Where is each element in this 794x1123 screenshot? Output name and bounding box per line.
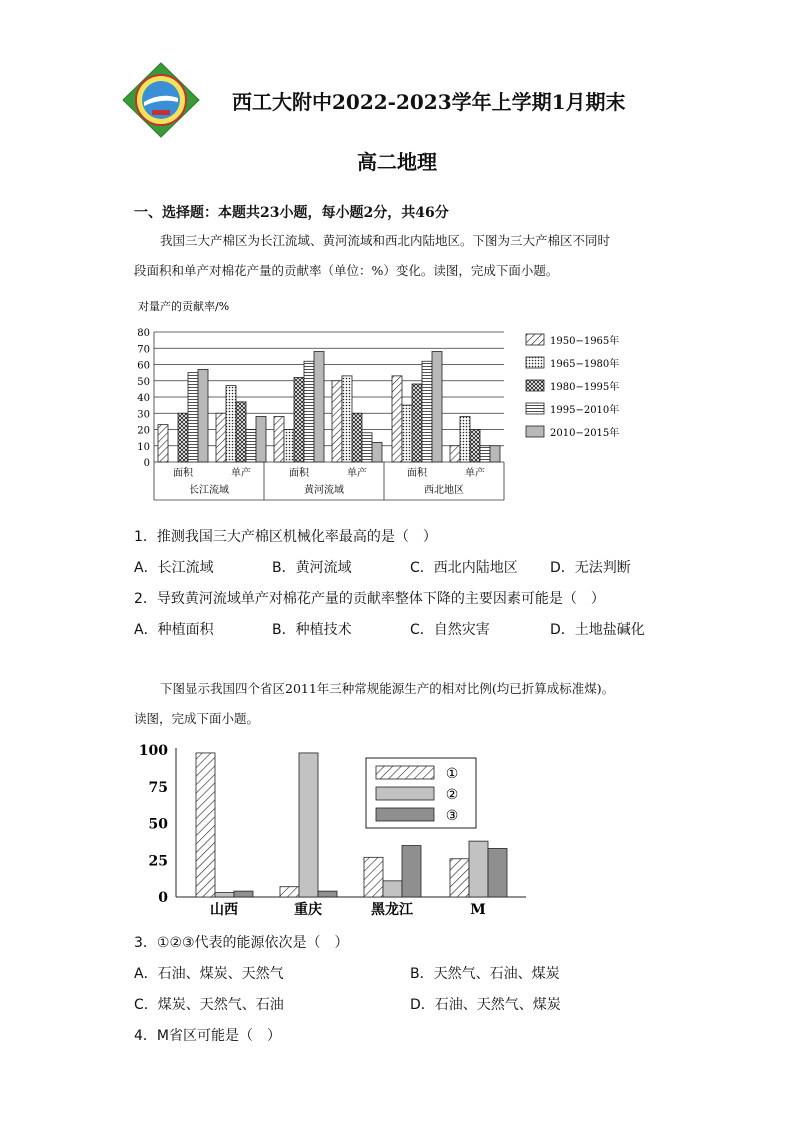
question-4-stem: 4．M省区可能是（ ）: [134, 1028, 281, 1044]
question-3-stem: 3．①②③代表的能源依次是（ ）: [134, 935, 349, 951]
x-tick-label: 单产: [231, 468, 251, 479]
bar: [402, 405, 412, 462]
bar: [392, 376, 402, 462]
y-tick-label: 40: [137, 393, 150, 404]
bar: [280, 887, 299, 897]
x-tick-label: 山西: [210, 902, 238, 918]
bar: [178, 413, 188, 462]
y-tick-label: 25: [148, 853, 168, 870]
school-logo: [122, 62, 200, 138]
legend-swatch: [526, 380, 544, 391]
bar: [314, 352, 324, 463]
q1-option-c[interactable]: C．西北内陆地区: [410, 560, 518, 576]
bar: [460, 417, 470, 463]
intro-paragraph-1: [134, 226, 674, 286]
bar: [432, 352, 442, 463]
y-tick-label: 75: [148, 779, 168, 796]
bar: [215, 893, 234, 897]
legend-label: ③: [445, 808, 459, 824]
legend-label: 1950−1965年: [550, 336, 620, 347]
bar: [188, 373, 198, 462]
legend-label: 2010−2015年: [550, 428, 620, 439]
bar: [422, 361, 432, 462]
bar: [469, 841, 488, 897]
legend-swatch: [526, 403, 544, 414]
bar: [198, 369, 208, 462]
y-tick-label: 50: [148, 816, 168, 833]
bar: [294, 378, 304, 463]
intro-line: 读图，完成下面小题。: [134, 711, 260, 726]
x-tick-label: 黑龙江: [371, 902, 413, 918]
bar: [383, 881, 402, 897]
intro-line: 下图显示我国四个省区2011年三种常规能源生产的相对比例(均已折算成标准煤)。: [160, 681, 615, 696]
y-tick-label: 10: [137, 441, 150, 453]
y-tick-label: 60: [137, 360, 150, 372]
bar: [450, 446, 460, 462]
bar: [342, 376, 352, 462]
x-tick-label: 面积: [407, 468, 427, 479]
q3-option-b[interactable]: B．天然气、石油、煤炭: [410, 966, 560, 982]
y-tick-label: 70: [137, 344, 150, 356]
y-tick-label: 0: [158, 890, 168, 906]
y-tick-label: 0: [143, 458, 150, 469]
q3-option-a[interactable]: A．石油、煤炭、天然气: [134, 966, 284, 982]
bar: [226, 386, 236, 462]
bar: [304, 361, 314, 462]
x-tick-label: 重庆: [294, 902, 322, 918]
legend-swatch: [526, 357, 544, 368]
bar: [470, 430, 480, 463]
legend-label: ①: [445, 766, 459, 782]
bar: [299, 753, 318, 897]
intro-line: 我国三大产棉区为长江流域、黄河流域和西北内陆地区。下图为三大产棉区不同时: [160, 233, 611, 248]
q2-option-b[interactable]: B．种植技术: [272, 622, 352, 638]
legend-swatch: [376, 766, 434, 779]
bar: [274, 417, 284, 463]
group-label: 长江流域: [189, 485, 229, 496]
x-tick-label: M: [470, 902, 486, 918]
q2-option-c[interactable]: C．自然灾害: [410, 622, 490, 638]
page-title: 西工大附中2022-2023学年上学期1月期末: [232, 90, 626, 114]
legend-swatch: [376, 808, 434, 821]
x-tick-label: 单产: [347, 468, 367, 479]
energy-production-chart: [130, 740, 550, 922]
y-axis-label: 对量产的贡献率/%: [138, 300, 230, 313]
legend-label: 1995−2010年: [550, 405, 620, 416]
intro-paragraph-2: [134, 674, 694, 734]
q3-option-d[interactable]: D．石油、天然气、煤炭: [410, 997, 561, 1013]
bar: [490, 446, 500, 462]
question-2-stem: 2．导致黄河流域单产对棉花产量的贡献率整体下降的主要因素可能是（ ）: [134, 591, 605, 607]
legend-swatch: [376, 787, 434, 800]
bar: [236, 402, 246, 462]
page-subtitle: 高二地理: [357, 150, 437, 174]
q1-option-a[interactable]: A．长江流域: [134, 560, 214, 576]
y-tick-label: 20: [137, 425, 150, 437]
intro-line: 段面积和单产对棉花产量的贡献率（单位：%）变化。读图，完成下面小题。: [134, 263, 559, 278]
bar: [284, 430, 294, 463]
bar: [256, 417, 266, 463]
y-tick-label: 80: [137, 328, 150, 339]
legend-swatch: [526, 334, 544, 345]
cotton-contribution-chart: [120, 296, 640, 506]
bar: [488, 848, 507, 897]
legend-label: 1965−1980年: [550, 359, 620, 370]
bar: [372, 443, 382, 463]
bar: [158, 425, 168, 462]
bar: [364, 857, 383, 897]
bar: [216, 413, 226, 462]
question-1-stem: 1．推测我国三大产棉区机械化率最高的是（ ）: [134, 529, 437, 545]
bar: [362, 433, 372, 462]
y-tick-label: 100: [138, 743, 168, 759]
legend-label: 1980−1995年: [550, 382, 620, 393]
bar: [246, 430, 256, 463]
bar: [412, 384, 422, 462]
legend-label: ②: [445, 787, 459, 803]
x-tick-label: 单产: [465, 468, 485, 479]
bar: [318, 891, 337, 897]
bar: [480, 446, 490, 462]
q2-option-d[interactable]: D．土地盐碱化: [550, 622, 645, 638]
q1-option-d[interactable]: D．无法判断: [550, 560, 631, 576]
q2-option-a[interactable]: A．种植面积: [134, 622, 214, 638]
bar: [196, 753, 215, 897]
group-label: 西北地区: [424, 485, 464, 496]
bar: [450, 859, 469, 897]
x-tick-label: 面积: [289, 468, 309, 479]
group-label: 黄河流域: [304, 485, 344, 496]
x-tick-label: 面积: [173, 468, 193, 479]
q1-option-b[interactable]: B．黄河流域: [272, 560, 352, 576]
section-heading: 一、选择题：本题共23小题，每小题2分，共46分: [134, 205, 449, 221]
y-tick-label: 30: [137, 409, 150, 421]
q3-option-c[interactable]: C．煤炭、天然气、石油: [134, 997, 284, 1013]
legend-swatch: [526, 426, 544, 437]
bar: [402, 846, 421, 897]
y-tick-label: 50: [137, 376, 150, 388]
bar: [234, 891, 253, 897]
bar: [332, 381, 342, 462]
bar: [352, 413, 362, 462]
